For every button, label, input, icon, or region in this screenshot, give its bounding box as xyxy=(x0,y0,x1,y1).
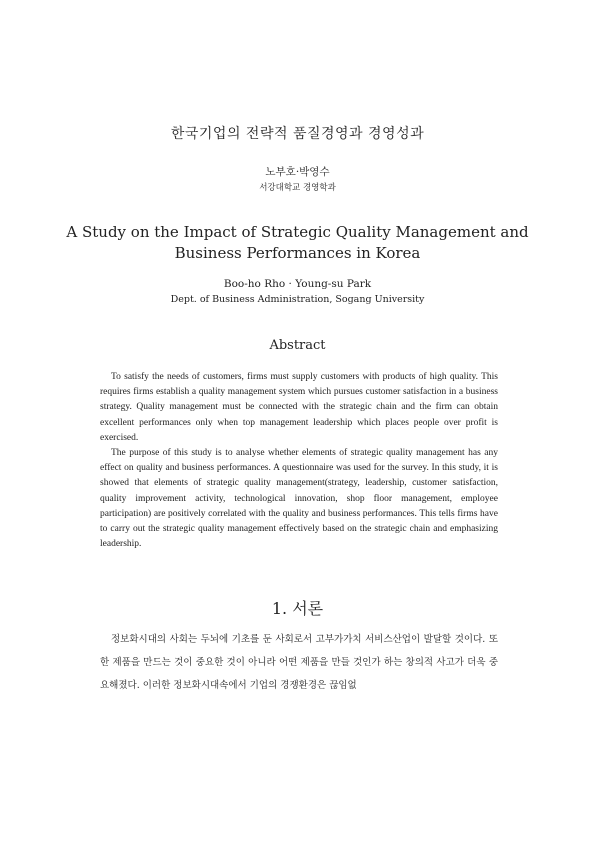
abstract-heading: Abstract xyxy=(269,338,326,353)
korean-title: 한국기업의 전략적 품질경영과 경영성과 xyxy=(170,126,425,142)
introduction-paragraph: 정보화시대의 사회는 두뇌에 기초를 둔 사회로서 고부가가치 서비스산업이 발달할 것이다. 또한 제품을 만드는 것이 중요한 것이 아니라 어떤 제품을 만들 것인가 하는 창의적 사고가 더욱 중요해졌다. 이러한 정보화시대속에서 기업의 경쟁환경은 끊임없 xyxy=(100,634,498,691)
abstract-paragraph-2: The purpose of this study is to analyse whether elements of strategic quality management has any effect on quality and business performances. A questionnaire was used for the survey. In this study, it is showed that elements of strategic quality management(strategy, leadership, customer satisfaction, quality improvement activity, technological innovation, shop floor management, employee participation) are positively correlated with the quality and business performances. This tells firms have to carry out the strategic quality management effectively based on the strategic chain and emphasizing leadership. xyxy=(100,448,498,550)
english-authors: Boo-ho Rho · Young-su Park xyxy=(223,278,372,290)
abstract-body xyxy=(100,370,498,552)
english-title-line1: A Study on the Impact of Strategic Quality Management and xyxy=(66,223,529,241)
korean-authors: 노부호·박영수 xyxy=(265,166,330,178)
section-heading-introduction: 1. 서론 xyxy=(271,599,324,618)
abstract-paragraph-1: To satisfy the needs of customers, firms must supply customers with products of high quality. This requires firms establish a quality management system which pursues customer satisfaction in a business strategy. Quality management must be connected with the strategic chain and the firm can obtain excellent performances only when top management leadership which places people over profit is exercised. xyxy=(100,372,498,443)
introduction-body xyxy=(100,628,498,697)
korean-affiliation: 서강대학교 경영학과 xyxy=(259,183,336,193)
english-affiliation: Dept. of Business Administration, Sogang University xyxy=(170,294,425,305)
english-title-line2: Business Performances in Korea xyxy=(174,244,421,262)
